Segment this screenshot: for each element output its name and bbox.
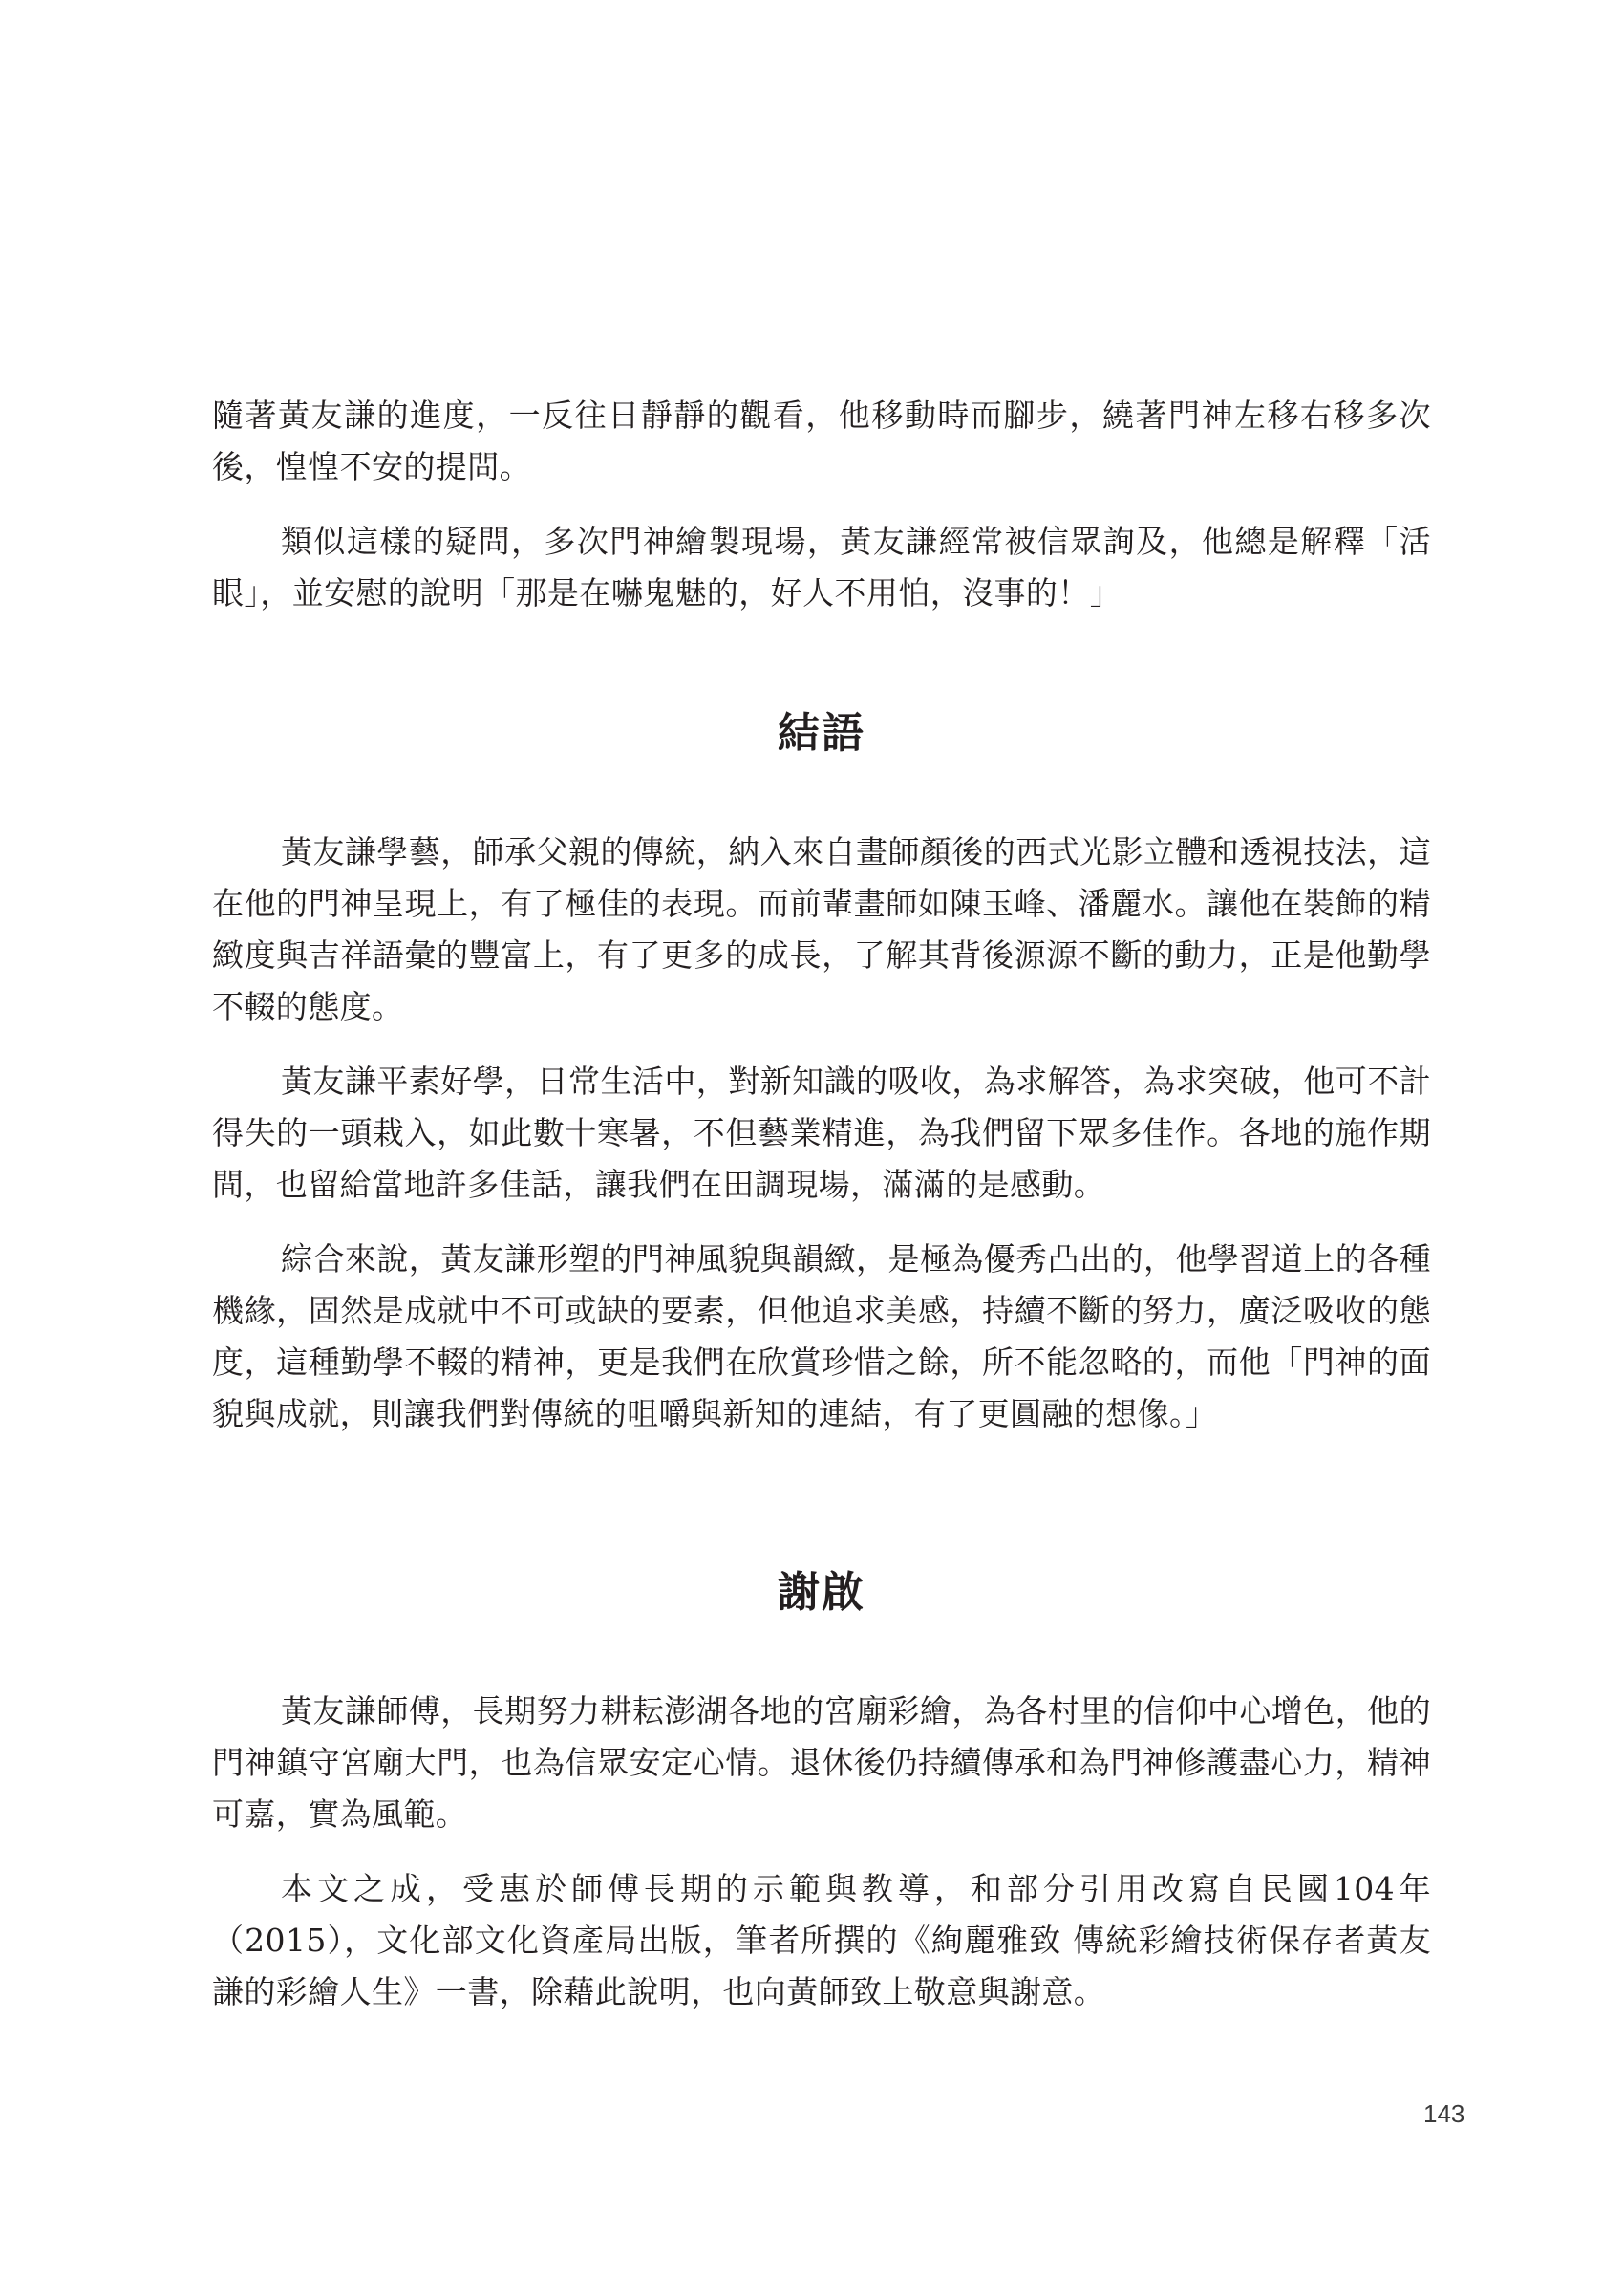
conclusion-paragraph-3: 綜合來說，黃友謙形塑的門神風貌與韻緻，是極為優秀凸出的，他學習道上的各種機緣，固然是成就中不可或缺的要素，但他追求美感，持續不斷的努力，廣泛吸收的態度，這種勤學不輟的精神，更是我們在欣賞珍惜之餘，所不能忽略的，而他「門神的面貌與成就，則讓我們對傳統的咀嚼與新知的連結，有了更圓融的想像。」 (212, 1240, 1431, 1432)
acknowledgement-heading: 謝啟 (778, 1568, 865, 1617)
intro-section (212, 390, 1431, 619)
intro-paragraph-1: 隨著黃友謙的進度，一反往日靜靜的觀看，他移動時而腳步，繞著門神左移右移多次後，惶惶不安的提問。 (212, 397, 1431, 485)
acknowledgement-paragraph-1: 黃友謙師傅，長期努力耕耘澎湖各地的宮廟彩繪，為各村里的信仰中心增色，他的門神鎮守宮廟大門，也為信眾安定心情。退休後仍持續傳承和為門神修護盡心力，精神可嘉，實為風範。 (212, 1692, 1431, 1833)
conclusion-paragraph-2: 黃友謙平素好學，日常生活中，對新知識的吸收，為求解答，為求突破，他可不計得失的一頭栽入，如此數十寒暑，不但藝業精進，為我們留下眾多佳作。各地的施作期間，也留給當地許多佳話，讓我們在田調現場，滿滿的是感動。 (212, 1063, 1431, 1203)
acknowledgement-paragraph-2: 本文之成，受惠於師傅長期的示範與教導，和部分引用改寫自民國104年（2015），文化部文化資產局出版，筆者所撰的《絢麗雅致 傳統彩繪技術保存者黃友謙的彩繪人生》一書，除藉此說明，也向黃師致上敬意與謝意。 (212, 1870, 1431, 2010)
conclusion-heading: 結語 (778, 709, 865, 758)
conclusion-section (212, 827, 1431, 1440)
intro-paragraph-2: 類似這樣的疑問，多次門神繪製現場，黃友謙經常被信眾詢及，他總是解釋「活眼」，並安慰的說明「那是在嚇鬼魅的，好人不用怕，沒事的！」 (212, 523, 1431, 612)
acknowledgement-section (212, 1686, 1431, 2018)
conclusion-paragraph-1: 黃友謙學藝，師承父親的傳統，納入來自畫師顏後的西式光影立體和透視技法，這在他的門神呈現上，有了極佳的表現。而前輩畫師如陳玉峰、潘麗水。讓他在裝飾的精緻度與吉祥語彙的豐富上，有了更多的成長，了解其背後源源不斷的動力，正是他勤學不輟的態度。 (212, 833, 1431, 1025)
page-number: 143 (1423, 2099, 1465, 2128)
